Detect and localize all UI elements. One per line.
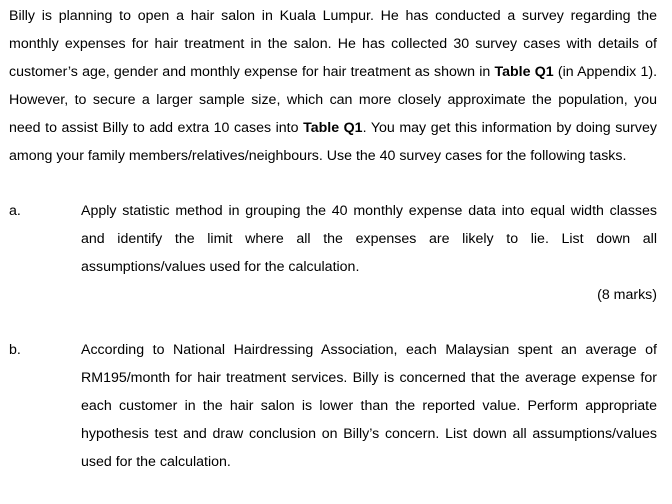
question-letter: a. (9, 203, 21, 219)
table-reference: Table Q1 (303, 120, 363, 136)
table-reference: Table Q1 (494, 64, 554, 80)
question-text: According to National Hairdressing Association, each Malaysian spent an average of RM195/month for hair treatment services. Billy is concerned that the average expense for each customer in the hair salon is lower than the reported value. Perform appropriate hypothesis test and draw conclusion on Billy’s concern. List down all assumptions/values used for the calculation. (81, 342, 657, 470)
intro-text-1: Billy is planning to open a hair salon in Kuala Lumpur. He has conducted a survey regarding the monthly expenses for hair treatment in the salon. He has collected 30 survey cases with details of customer’s age, gender and monthly expense for hair treatment as shown in (9, 8, 657, 80)
question-text: Apply statistic method in grouping the 40 monthly expense data into equal width classes and identify the limit where all the expenses are likely to lie. List down all assumptions/values used for the calculation. (81, 203, 657, 275)
document-page (9, 2, 657, 476)
question-b (9, 336, 657, 476)
question-a (9, 197, 657, 309)
intro-text-3: . You may get this information by doing survey among your family members/relatives/neighbours. Use the 40 survey cases for the following tasks. (9, 120, 657, 164)
intro-text-2: (in Appendix 1). However, to secure a larger sample size, which can more closely approximate the population, you need to assist Billy to add extra 10 cases into (9, 64, 658, 136)
question-letter: b. (9, 342, 21, 358)
intro-paragraph (9, 2, 657, 170)
marks-label: (8 marks) (597, 287, 657, 303)
